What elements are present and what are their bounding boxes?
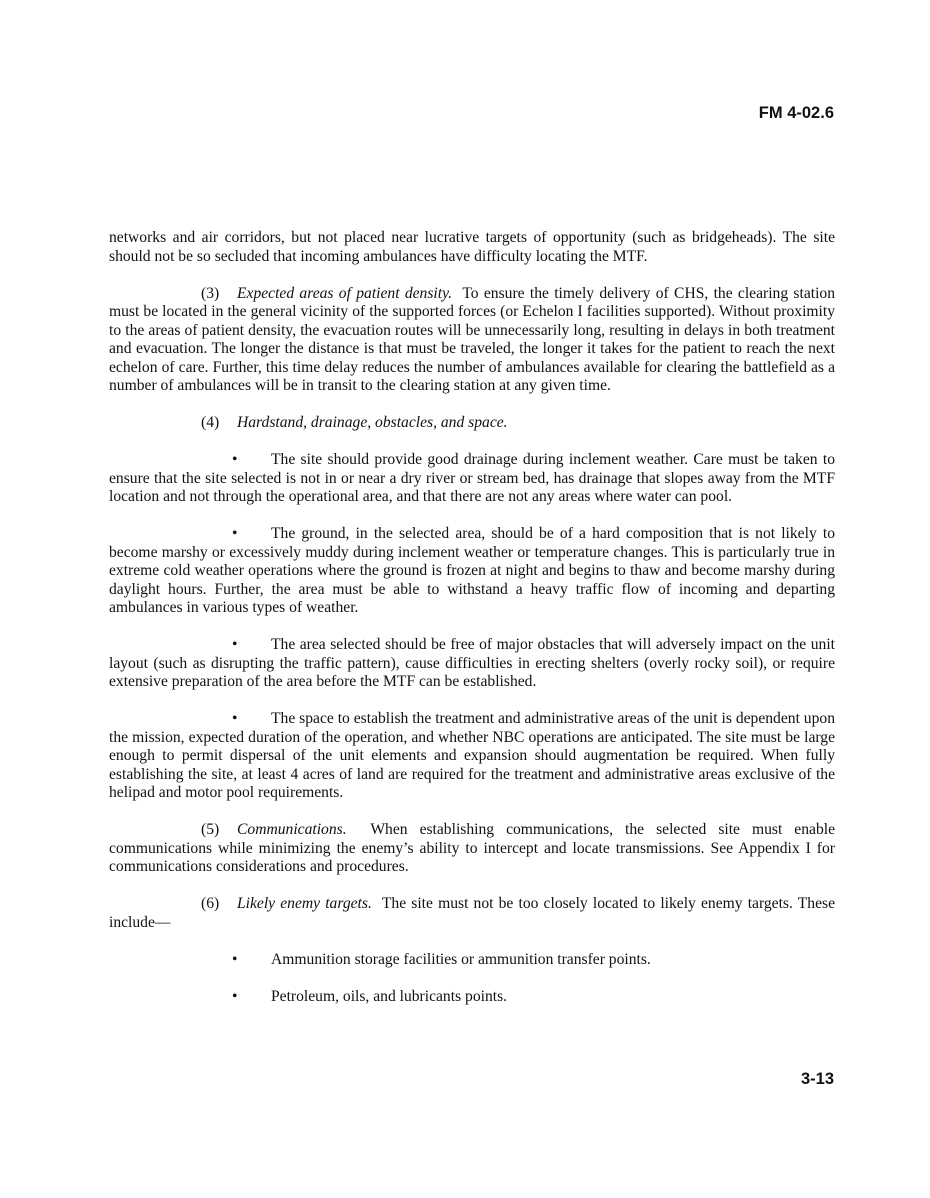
document-id: FM 4-02.6 (758, 104, 834, 122)
page-number: 3-13 (800, 1070, 834, 1088)
intro-paragraph: networks and air corridors, but not placed near lucrative targets of opportunity (such as bridgeheads). The site should not be so secluded that incoming ambulances have difficulty locating the MTF. (109, 229, 835, 265)
bullet-text: The ground, in the selected area, should be of a hard composition that is not likely to become marshy or excessively muddy during inclement weather or temperature changes. This is particularly true in extreme cold weather operations where the ground is frozen at night and begins to thaw and become marshy during daylight hours. Further, the area must be able to withstand a heavy traffic flow of incoming and departing ambulances in various types of weather. (109, 525, 835, 616)
item-6-number: (6) (201, 895, 220, 912)
item-5-paragraph (109, 821, 835, 877)
item-6-paragraph (109, 895, 835, 932)
item-4-bullet-3 (109, 636, 835, 692)
item-3-title: Expected areas of patient density. (237, 284, 453, 302)
bullet-text: The area selected should be free of major obstacles that will adversely impact on the unit layout (such as disrupting the traffic pattern), cause difficulties in erecting shelters (overly rocky soil), or require extensive preparation of the area before the MTF can be established. (109, 636, 835, 690)
item-5-number: (5) (201, 821, 220, 838)
bullet-text: The site should provide good drainage during inclement weather. Care must be taken to ensure that the site selected is not in or near a dry river or stream bed, has drainage that slopes away from the MTF location and not through the operational area, and that there are not any areas where water can pool. (109, 451, 835, 505)
item-3-text: To ensure the timely delivery of CHS, the clearing station must be located in the general vicinity of the supported forces (or Echelon I facilities supported). Without proximity to the areas of patient density, the evacuation routes will be unnecessarily long, resulting in delays in both treatment and evacuation. The longer the distance is that must be traveled, the longer it takes for the patient to reach the next echelon of care. Further, this time delay reduces the number of ambulances available for clearing the battlefield as a number of ambulances will be in transit to the clearing station at any given time. (109, 284, 836, 394)
bullet-text: Ammunition storage facilities or ammunition transfer points. (271, 950, 651, 968)
bullet-glyph: • (232, 950, 238, 968)
item-3-paragraph (109, 285, 835, 396)
bullet-text: The space to establish the treatment and administrative areas of the unit is dependent upon the mission, expected duration of the operation, and whether NBC operations are anticipated. The site must be large enough to permit dispersal of the unit elements and expansion should augmentation be required. When fully establishing the site, at least 4 acres of land are required for the treatment and administrative areas exclusive of the helipad and motor pool requirements. (109, 710, 835, 801)
bullet-glyph: • (232, 451, 238, 468)
item-6-bullet-1 (109, 951, 835, 970)
bullet-glyph: • (232, 710, 238, 727)
item-4-heading (109, 414, 835, 433)
bullet-glyph: • (232, 987, 238, 1005)
bullet-glyph: • (232, 636, 238, 653)
item-4-bullet-4 (109, 710, 835, 803)
item-4-bullet-1 (109, 451, 835, 507)
item-5-text: When establishing communications, the selected site must enable communications while minimizing the enemy’s ability to intercept and locate transmissions. See Appendix I for communications considerations and procedures. (109, 821, 835, 875)
item-6-title: Likely enemy targets. (237, 895, 372, 912)
item-6-text: The site must not be too closely located to likely enemy targets. These include— (109, 895, 835, 931)
item-3-number: (3) (201, 284, 220, 302)
item-4-bullet-2 (109, 525, 835, 618)
bullet-glyph: • (232, 525, 238, 542)
item-4-title: Hardstand, drainage, obstacles, and space. (237, 414, 508, 431)
item-4-number: (4) (201, 414, 220, 431)
bullet-text: Petroleum, oils, and lubricants points. (271, 987, 508, 1005)
page-body (109, 229, 835, 1025)
item-6-bullet-2 (109, 988, 835, 1007)
item-5-title: Communications. (237, 821, 347, 838)
